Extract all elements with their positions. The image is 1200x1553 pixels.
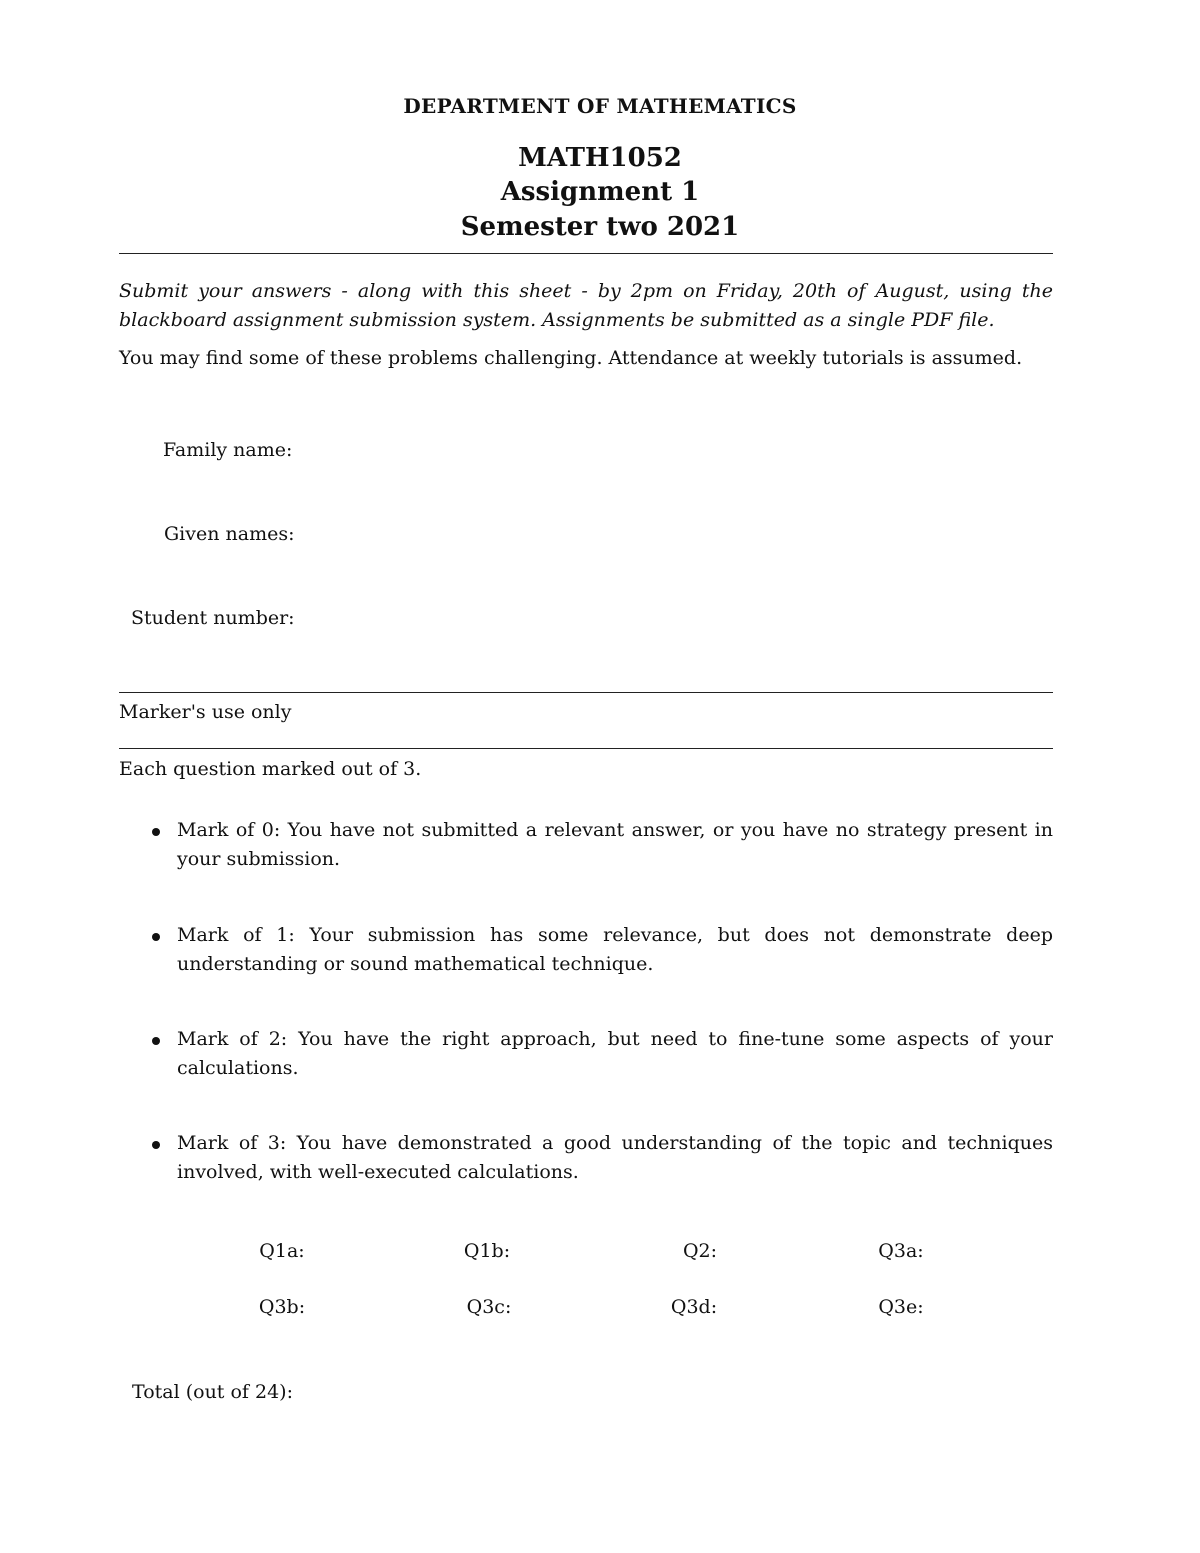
marker-bottom-divider bbox=[119, 748, 1053, 749]
assignment-title: Assignment 1 bbox=[500, 177, 700, 207]
total-label: Total (out of 24): bbox=[132, 1381, 293, 1403]
challenge-note: You may find some of these problems challenging. Attendance at weekly tutorials is assumed. bbox=[119, 347, 1023, 369]
semester-title: Semester two 2021 bbox=[460, 212, 740, 242]
submission-note: Submit your answers - along with this sheet - by 2pm on Friday, 20th of August, using the blackboard assignment submission system. Assignments be submitted as a single PDF file. bbox=[119, 280, 1053, 331]
criterion-text: Mark of 0: You have not submitted a relevant answer, or you have no strategy present in your submission. bbox=[177, 819, 1053, 870]
bullet-icon bbox=[152, 1141, 160, 1149]
score-label-q3a: Q3a: bbox=[878, 1240, 924, 1262]
score-label-q3b: Q3b: bbox=[258, 1296, 306, 1318]
score-label-q1b: Q1b: bbox=[463, 1240, 511, 1262]
given-names-label: Given names: bbox=[164, 523, 295, 545]
department-heading: DEPARTMENT OF MATHEMATICS bbox=[403, 94, 797, 118]
marking-intro: Each question marked out of 3. bbox=[119, 758, 422, 780]
criterion-text: Mark of 3: You have demonstrated a good understanding of the topic and techniques involved, with well-executed calculations. bbox=[177, 1132, 1053, 1183]
marker-top-divider bbox=[119, 692, 1053, 693]
criterion-text: Mark of 1: Your submission has some relevance, but does not demonstrate deep understanding or sound mathematical technique. bbox=[177, 924, 1053, 975]
score-label-q1a: Q1a: bbox=[259, 1240, 305, 1262]
score-label-q3d: Q3d: bbox=[670, 1296, 718, 1318]
bullet-icon bbox=[152, 933, 160, 941]
student-number-label: Student number: bbox=[131, 607, 295, 629]
marker-section-title: Marker's use only bbox=[119, 701, 292, 723]
score-label-q3c: Q3c: bbox=[466, 1296, 512, 1318]
score-label-q2: Q2: bbox=[682, 1240, 718, 1262]
score-label-q3e: Q3e: bbox=[878, 1296, 924, 1318]
header-divider bbox=[119, 253, 1053, 254]
course-code: MATH1052 bbox=[518, 143, 682, 173]
bullet-icon bbox=[152, 828, 160, 836]
criterion-text: Mark of 2: You have the right approach, but need to fine-tune some aspects of your calculations. bbox=[177, 1028, 1053, 1079]
bullet-icon bbox=[152, 1037, 160, 1045]
family-name-label: Family name: bbox=[163, 439, 293, 461]
